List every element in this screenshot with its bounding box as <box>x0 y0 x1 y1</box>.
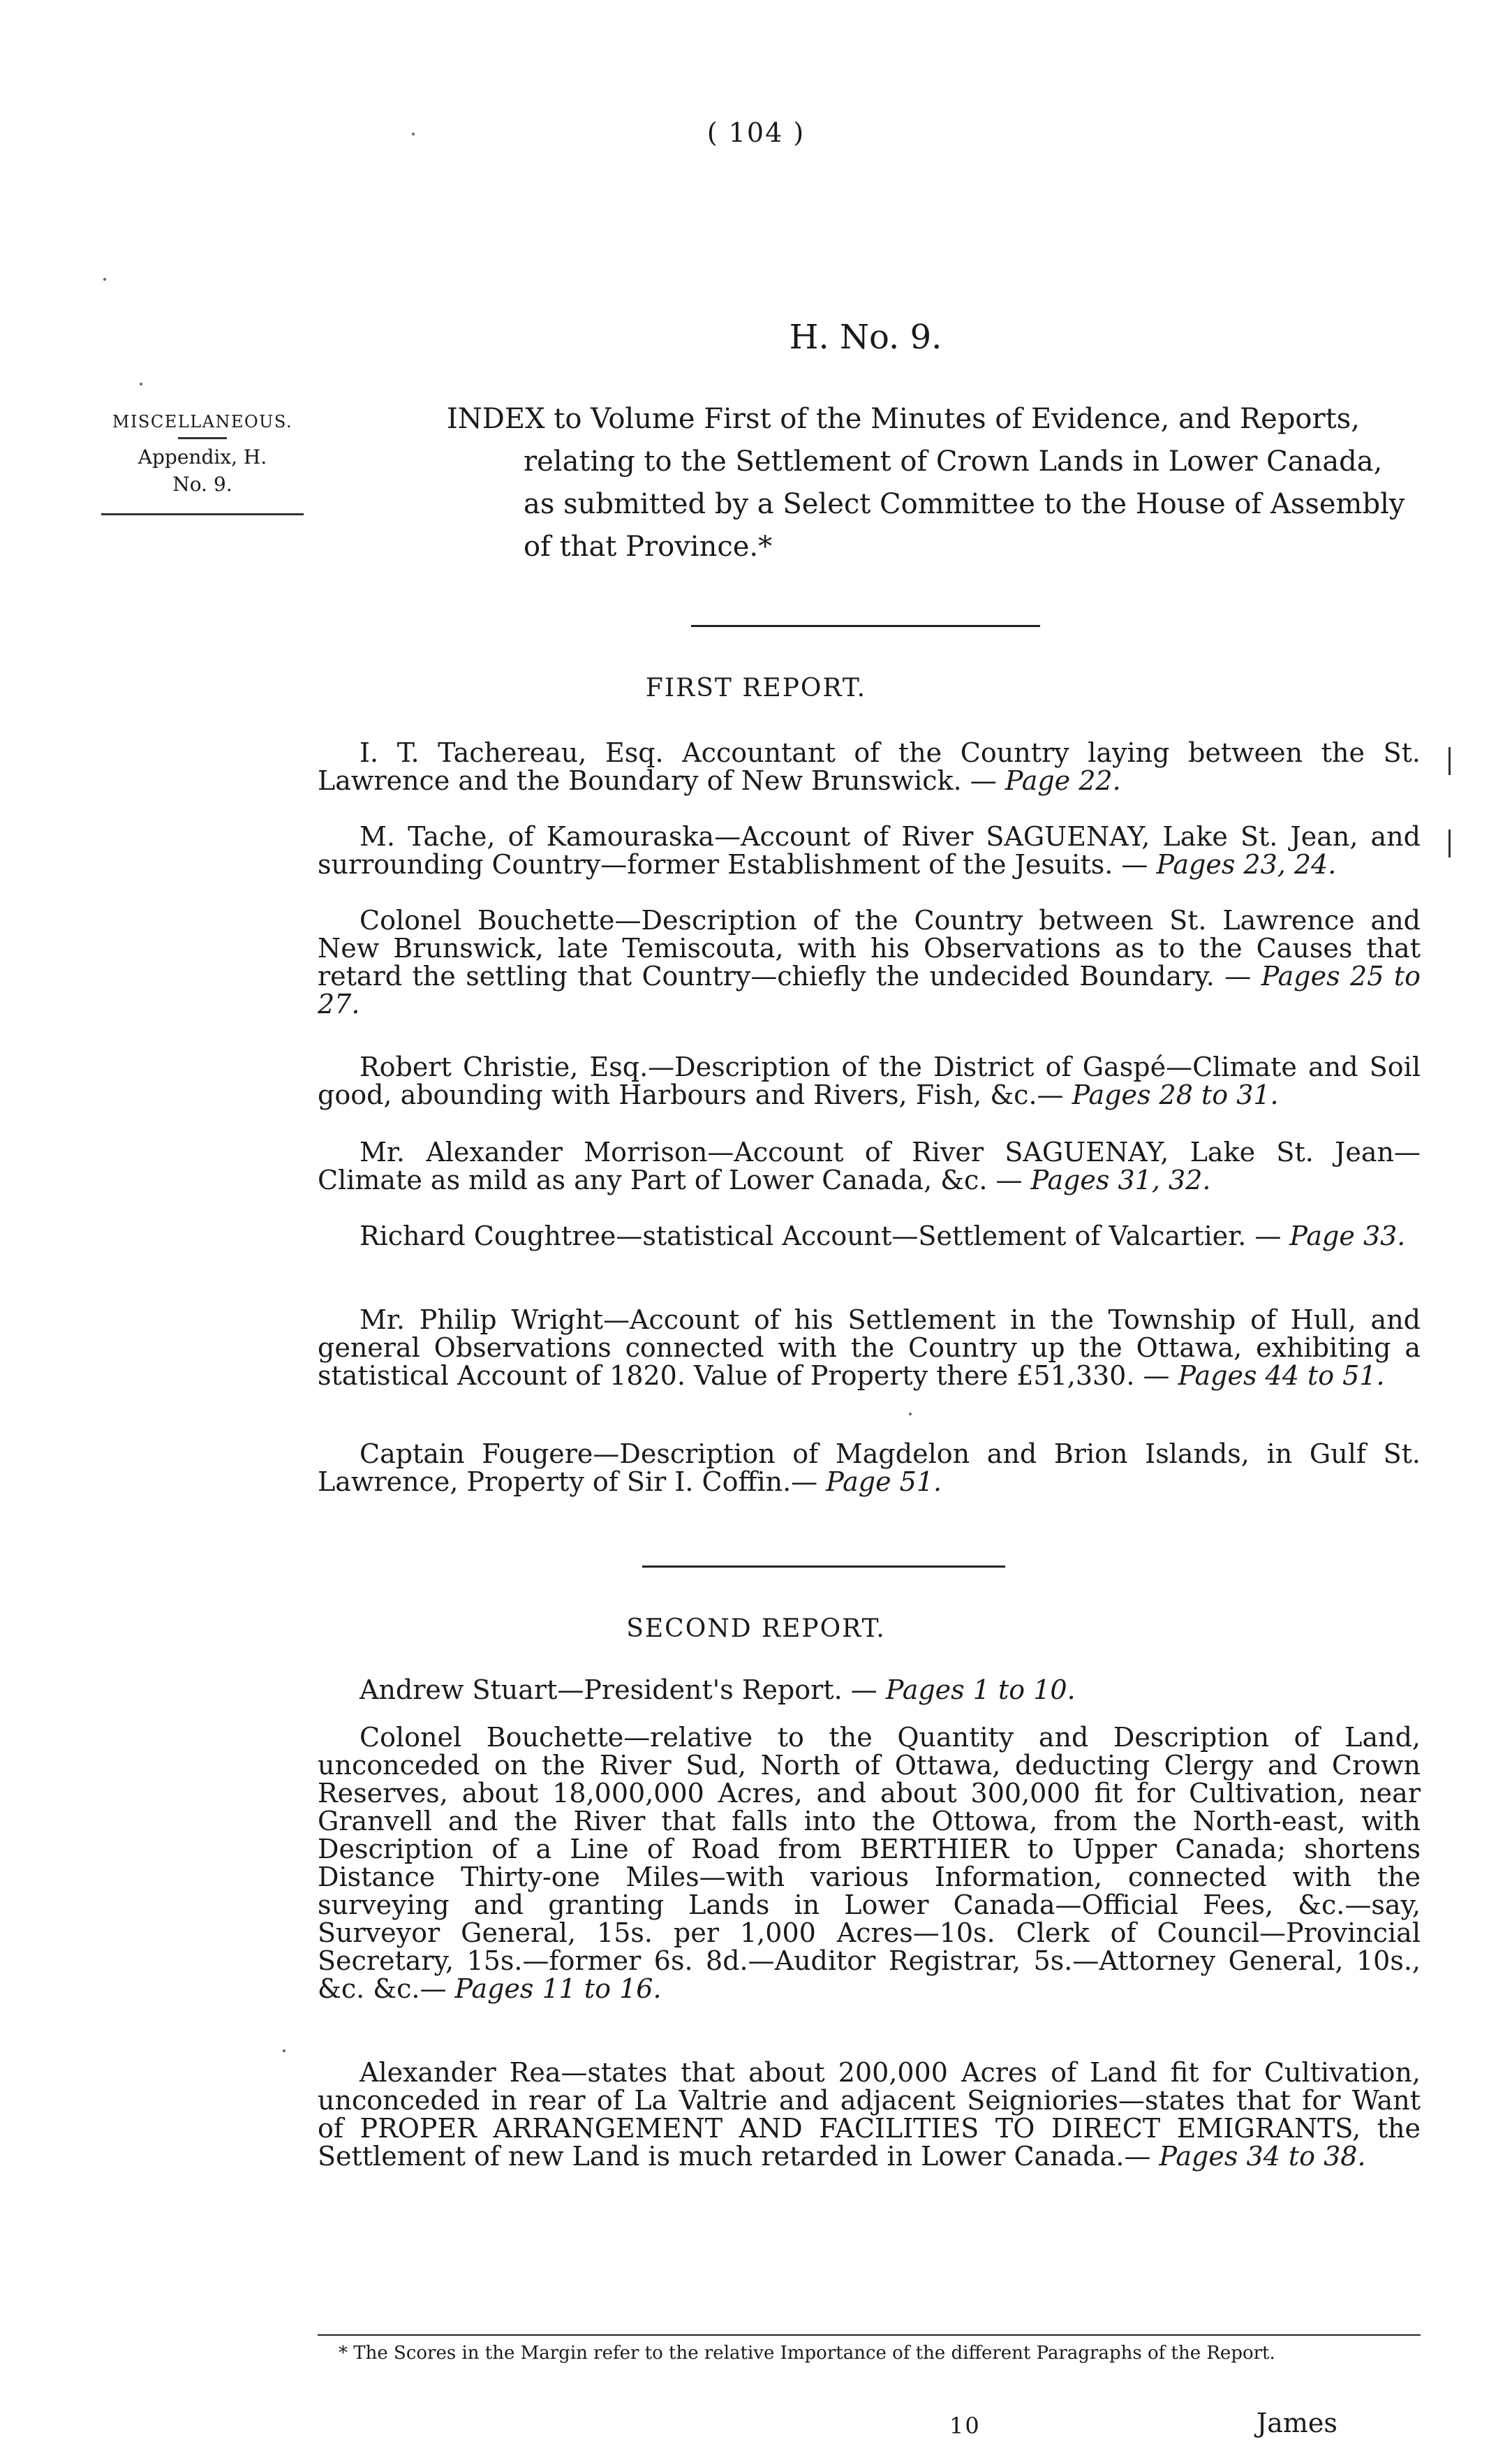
print-speck <box>140 383 142 385</box>
index-entry: Richard Coughtree—statistical Account—Settlement of Valcartier. — Page 33. <box>360 1221 1406 1251</box>
margin-long-rule <box>101 513 304 515</box>
section-divider <box>642 1566 1005 1568</box>
first-report-heading: FIRST REPORT. <box>645 674 867 702</box>
margin-short-rule <box>178 437 227 439</box>
margin-section-label: MISCELLANEOUS. <box>112 412 293 432</box>
importance-score-bar <box>1448 747 1451 775</box>
margin-appendix-number: No. 9. <box>172 472 232 496</box>
margin-note <box>84 411 321 515</box>
index-entry: Mr. Alexander Morrison—Account of River SAGUENAY, Lake St. Jean—Climate as mild as any Part of Lower Canada, &c. — Pages 31, 32. <box>318 1137 1421 1195</box>
footnote: * The Scores in the Margin refer to the relative Importance of the different Paragraphs of the Report. <box>339 2343 1275 2364</box>
index-entry: Colonel Bouchette—Description of the Country between St. Lawrence and New Brunswick, late Temiscouta, with his Observations as to the Causes that retard the settling that Country—chiefly the undecided Boundary. — Pages 25 to 27. <box>318 905 1421 1019</box>
footnote-rule <box>318 2334 1421 2336</box>
print-speck <box>909 1413 912 1415</box>
print-speck <box>283 2049 286 2052</box>
title-line-1: INDEX to Volume First of the Minutes of Evidence, and Reports, <box>447 403 1360 435</box>
print-speck <box>103 278 106 281</box>
index-entry: I. T. Tachereau, Esq. Accountant of the Country laying between the St. Lawrence and the Boundary of New Brunswick. — Page 22. <box>318 737 1421 796</box>
index-entry: M. Tache, of Kamouraska—Account of River SAGUENAY, Lake St. Jean, and surrounding Country—former Establishment of the Jesuits. — Pages 23, 24. <box>318 821 1421 880</box>
signature-mark: 10 <box>949 2413 981 2439</box>
title-line-2: relating to the Settlement of Crown Lands in Lower Canada, <box>524 445 1383 478</box>
catchword: James <box>1257 2408 1337 2438</box>
index-entry: Mr. Philip Wright—Account of his Settlement in the Township of Hull, and general Observations connected with the Country up the Ottawa, exhibiting a statistical Account of 1820. Value of Property there £51,330. — Pages 44 to 51. <box>318 1304 1421 1391</box>
index-entry: Colonel Bouchette—relative to the Quantity and Description of Land, unconceded on the River Sud, North of Ottawa, deducting Clergy and Crown Reserves, about 18,000,000 Acres, and about 300,000 fit for Cultivation, near Granvell and the River that falls into the Ottowa, from the North-east, with Description of a Line of Road from BERTHIER to Upper Canada; shortens Distance Thirty-one Miles—with various Information, connected with the surveying and granting Lands in Lower Canada—Official Fees, &c.—say, Surveyor General, 15s. per 1,000 Acres—10s. Clerk of Council—Provincial Secretary, 15s.—former 6s. 8d.—Auditor Registrar, 5s.—Attorney General, 10s., &c. &c.— Pages 11 to 16. <box>318 1722 1421 2004</box>
index-entry: Alexander Rea—states that about 200,000 Acres of Land fit for Cultivation, unconceded in rear of La Valtrie and adjacent Seigniories—states that for Want of PROPER ARRANGEMENT AND FACILITIES TO DIRECT EMIGRANTS, the Settlement of new Land is much retarded in Lower Canada.— Pages 34 to 38. <box>318 2057 1421 2172</box>
importance-score-bar <box>1448 830 1451 857</box>
title-line-3: as submitted by a Select Committee to the House of Assembly <box>524 488 1405 520</box>
index-entry: Robert Christie, Esq.—Description of the District of Gaspé—Climate and Soil good, abounding with Harbours and Rivers, Fish, &c.— Pages 28 to 31. <box>318 1052 1421 1110</box>
margin-appendix-label: Appendix, H. <box>138 445 267 469</box>
second-report-heading: SECOND REPORT. <box>626 1614 886 1643</box>
print-speck <box>412 133 415 135</box>
index-entry: Andrew Stuart—President's Report. — Pages 1 to 10. <box>360 1674 1076 1705</box>
title-line-4: of that Province.* <box>524 531 773 563</box>
page-number: ( 104 ) <box>706 117 806 148</box>
index-entry: Captain Fougere—Description of Magdelon and Brion Islands, in Gulf St. Lawrence, Property of Sir I. Coffin.— Page 51. <box>318 1438 1421 1497</box>
document-id: H. No. 9. <box>789 318 942 357</box>
section-divider <box>691 625 1040 627</box>
index-title <box>447 398 1421 568</box>
